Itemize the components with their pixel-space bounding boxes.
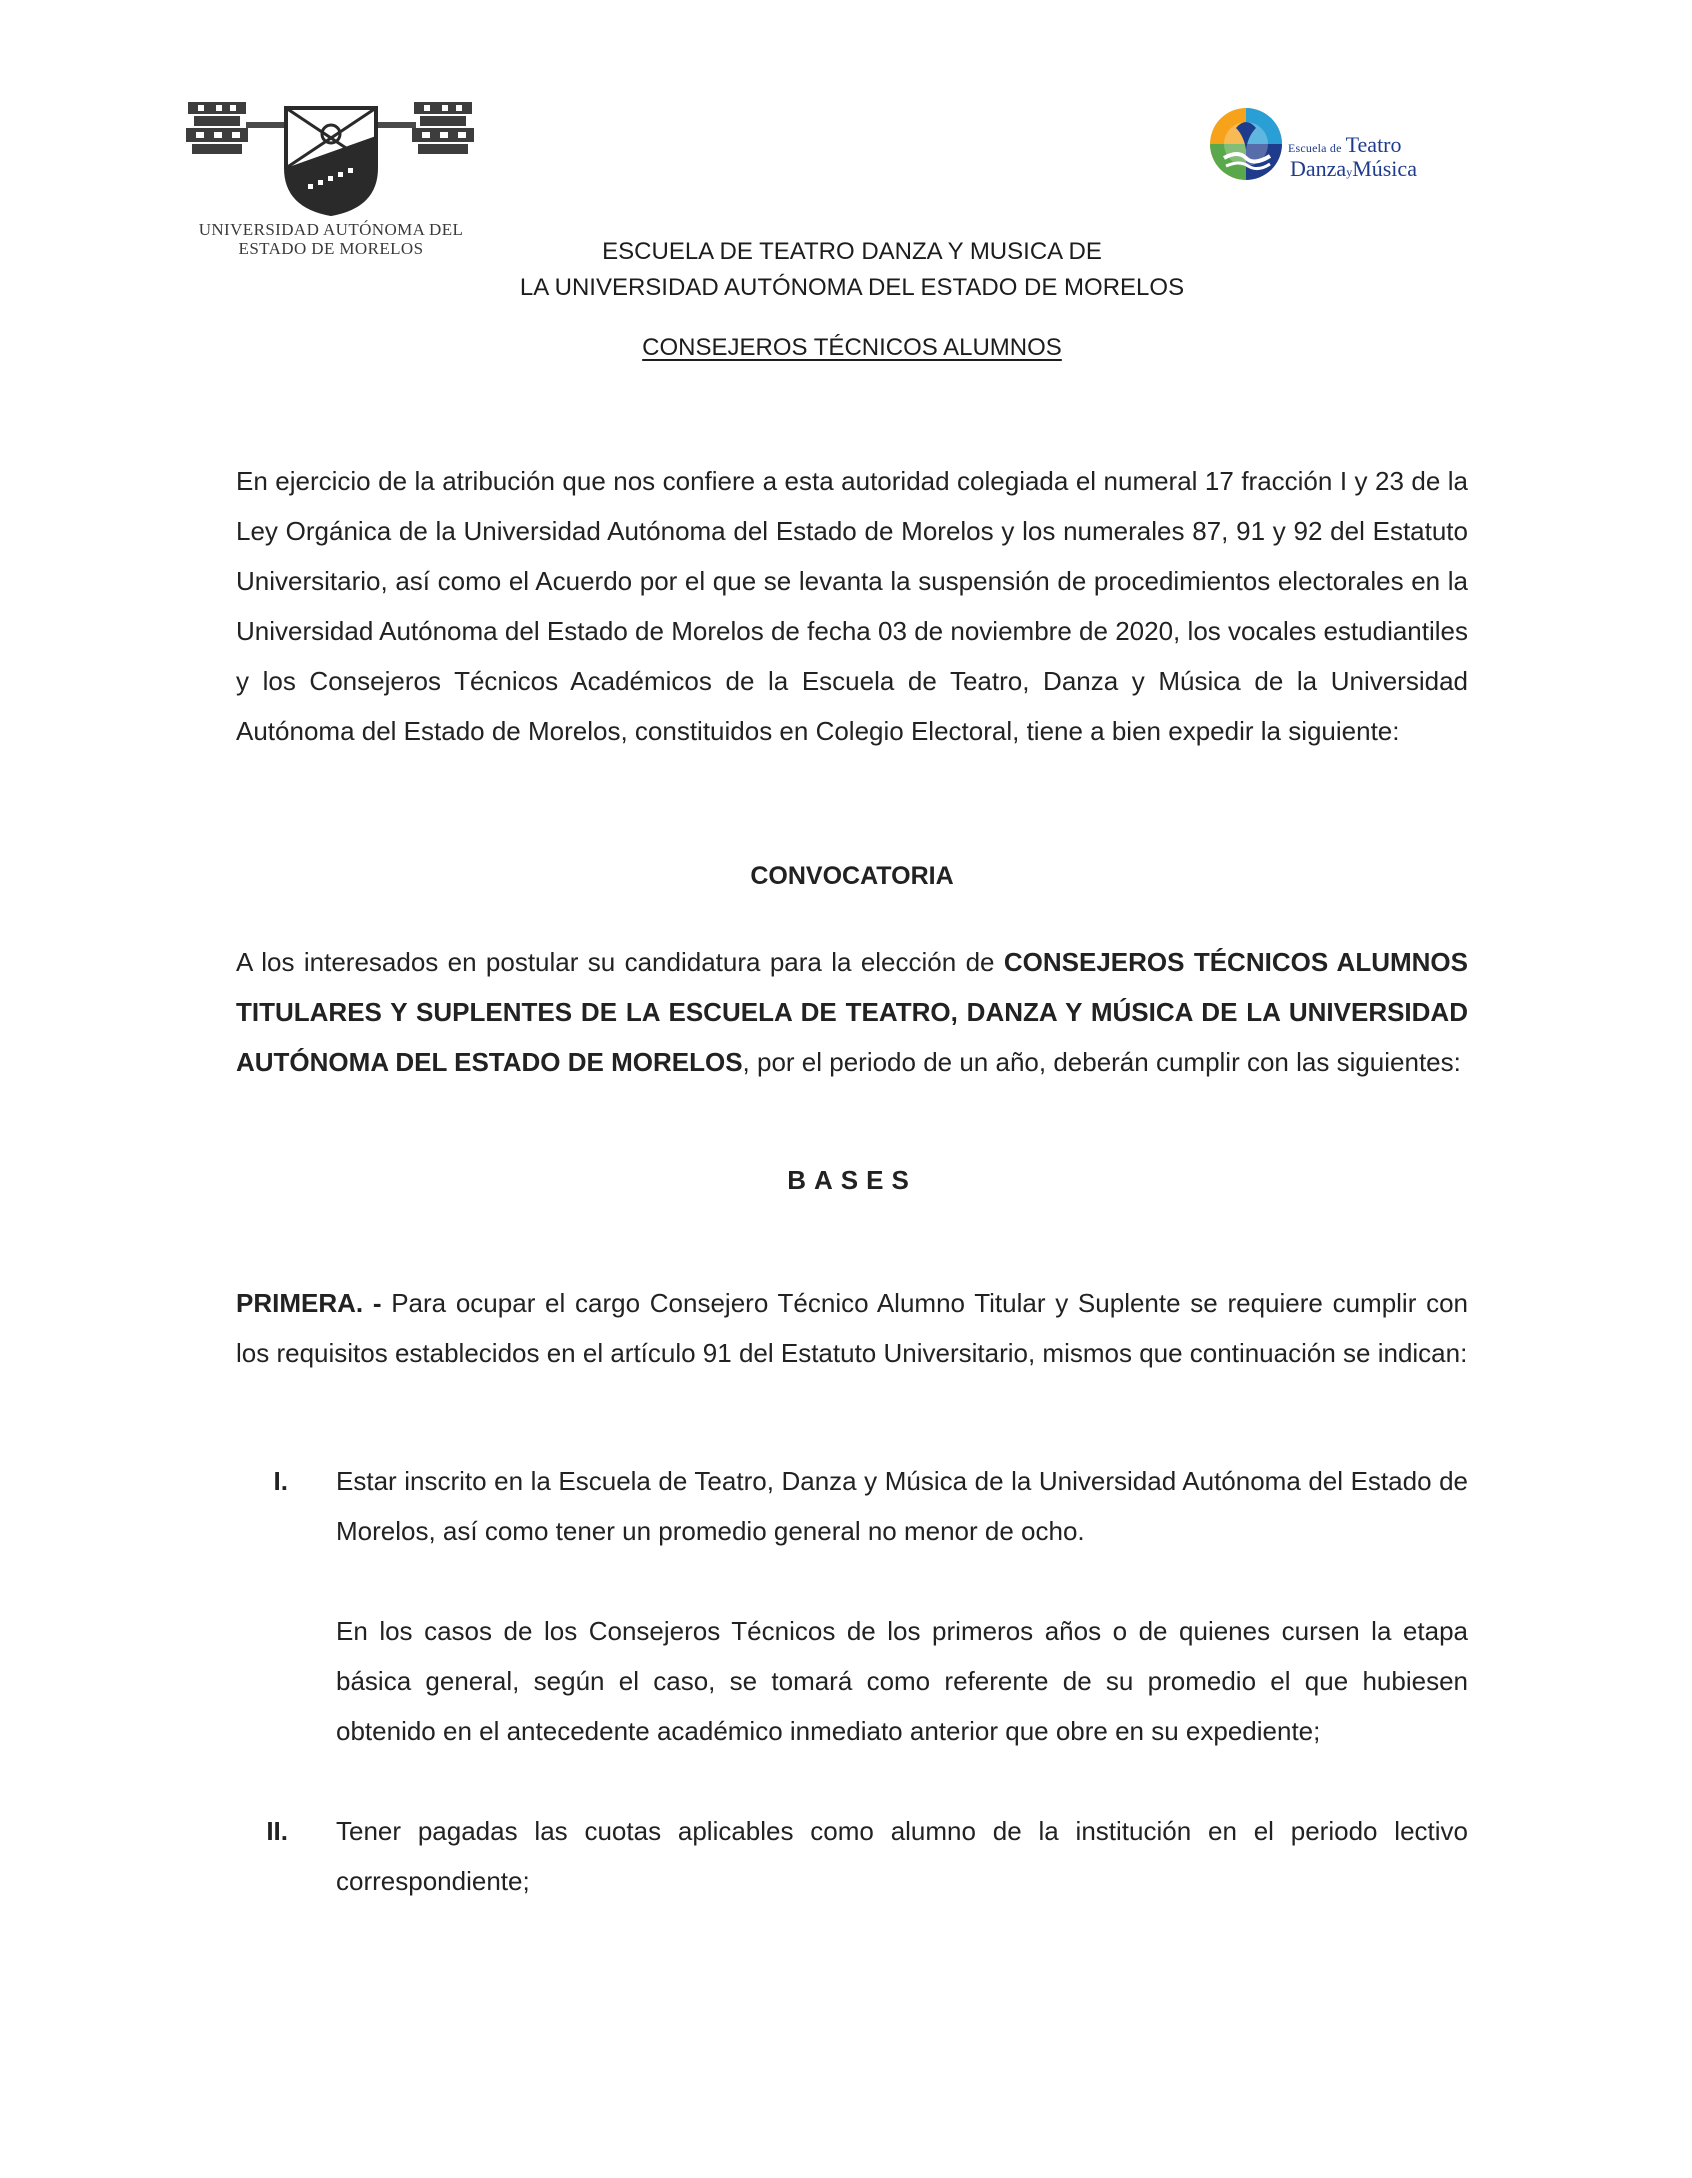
bases-heading: BASES [787, 1165, 917, 1195]
call-suffix: , por el periodo de un año, deberán cumplir con las siguientes: [742, 1047, 1461, 1077]
item-number-2: II. [266, 1816, 288, 1846]
uaem-coat-of-arms-icon [186, 96, 476, 218]
item-text-1: Estar inscrito en la Escuela de Teatro, Danza y Música de la Universidad Autónoma del Estado de Morelos, así como tener un promedio general no menor de ocho. [336, 1466, 1468, 1546]
etdm-name-line1 [1288, 132, 1402, 158]
primera-paragraph [236, 1278, 1468, 1378]
primera-text: Para ocupar el cargo Consejero Técnico Alumno Titular y Suplente se requiere cumplir con los requisitos establecidos en el artículo 91 del Estatuto Universitario, mismos que continuación se indican: [236, 1288, 1468, 1368]
etdm-musica: Música [1352, 156, 1417, 181]
etdm-y: y [1346, 165, 1353, 179]
etdm-emblem-icon [1208, 106, 1288, 186]
title-line-2: LA UNIVERSIDAD AUTÓNOMA DEL ESTADO DE MORELOS [519, 274, 1185, 301]
document-title [236, 234, 1468, 306]
intro-paragraph: En ejercicio de la atribución que nos confiere a esta autoridad colegiada el numeral 17 fracción I y 23 de la Ley Orgánica de la Universidad Autónoma del Estado de Morelos y los numerales 87, 91 y 92 del Estatuto Universitario, así como el Acuerdo por el que se levanta la suspensión de procedimientos electorales en la Universidad Autónoma del Estado de Morelos de fecha 03 de noviembre de 2020, los vocales estudiantiles y los Consejeros Técnicos Académicos de la Escuela de Teatro, Danza y Música de la Universidad Autónoma del Estado de Morelos, constituidos en Colegio Electoral, tiene a bien expedir la siguiente: [236, 466, 1468, 746]
uaem-name-line1: UNIVERSIDAD AUTÓNOMA DEL [198, 220, 464, 239]
call-prefix: A los interesados en postular su candidatura para la elección de [236, 947, 1004, 977]
convocatoria-heading: CONVOCATORIA [750, 862, 954, 890]
title-line-1: ESCUELA DE TEATRO DANZA Y MUSICA DE [602, 238, 1102, 265]
uaem-name-line2: ESTADO DE MORELOS [238, 239, 424, 258]
etdm-teatro: Teatro [1345, 132, 1402, 157]
item-text-2: Tener pagadas las cuotas aplicables como alumno de la institución en el periodo lectivo correspondiente; [336, 1816, 1468, 1896]
etdm-danza: Danza [1290, 156, 1347, 181]
item-text-1-continuation: En los casos de los Consejeros Técnicos de los primeros años o de quienes cursen la etapa básica general, según el caso, se tomará como referente de su promedio el que hubiesen obtenido en el antecedente académico inmediato anterior que obre en su expediente; [336, 1616, 1468, 1746]
item-number-1: I. [273, 1466, 288, 1496]
etdm-escuela-de: Escuela de [1288, 141, 1342, 155]
call-bold: CONSEJEROS TÉCNICOS ALUMNOS TITULARES Y SUPLENTES DE LA ESCUELA DE TEATRO, DANZA Y MÚSICA DE LA UNIVERSIDAD AUTÓNOMA DEL ESTADO DE MORELOS [236, 947, 1468, 1077]
call-paragraph [236, 937, 1468, 1087]
etdm-logo [1208, 106, 1488, 186]
etdm-name-line2 [1290, 156, 1417, 182]
document-subtitle: CONSEJEROS TÉCNICOS ALUMNOS [642, 334, 1062, 361]
primera-label: PRIMERA. - [236, 1288, 382, 1318]
